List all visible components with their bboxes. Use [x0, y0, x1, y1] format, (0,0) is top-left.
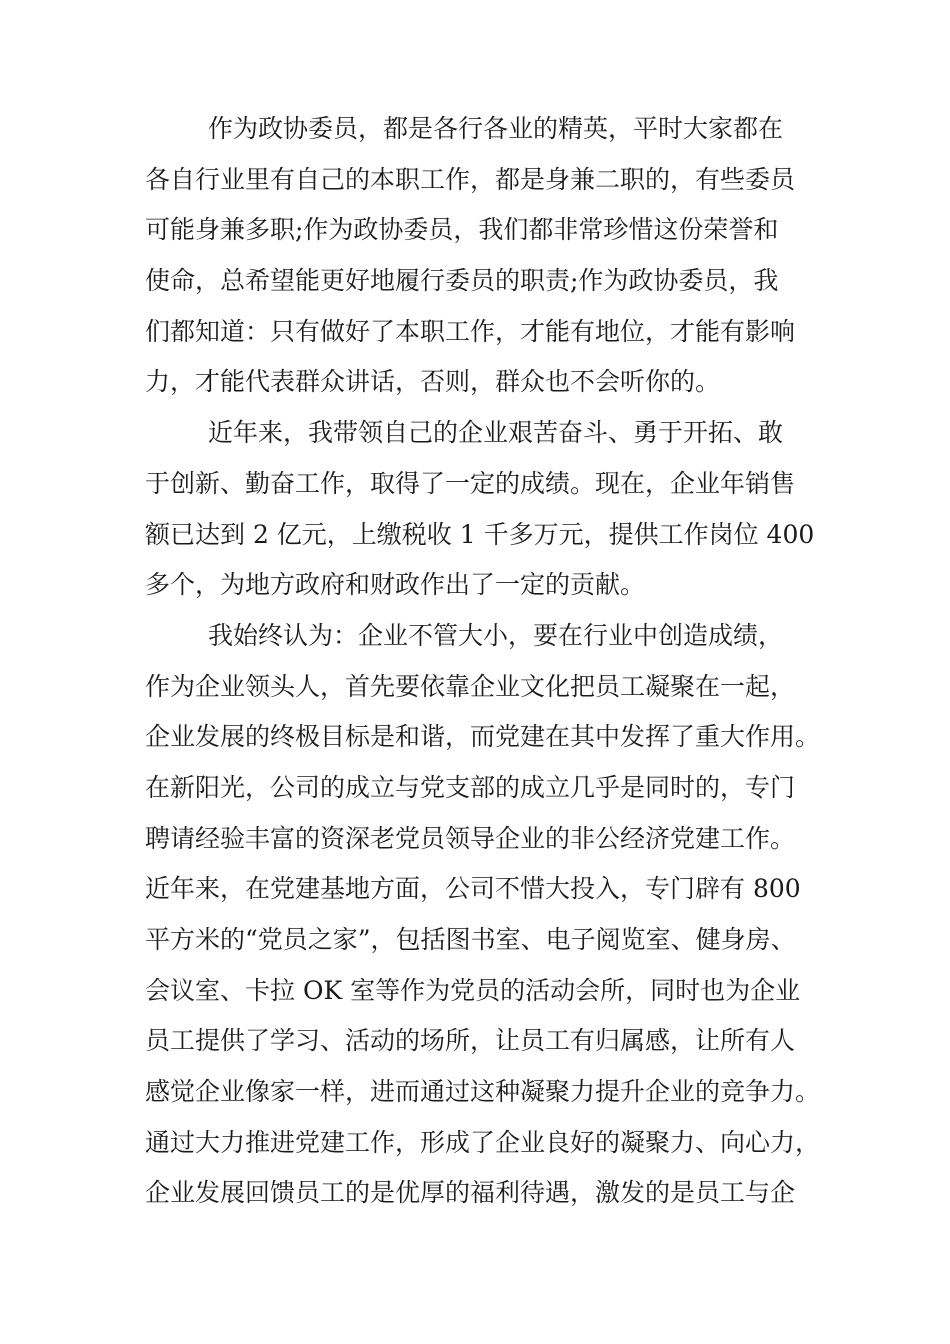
- document-body: [145, 104, 825, 1219]
- paragraph-line: 员工提供了学习、活动的场所，让员工有归属感，让所有人: [145, 1026, 796, 1056]
- paragraph-line: 近年来，我带领自己的企业艰苦奋斗、勇于开拓、敢: [208, 418, 784, 448]
- paragraph-line: 多个，为地方政府和财政作出了一定的贡献。: [145, 570, 646, 600]
- paragraph-line: 企业发展的终极目标是和谐，而党建在其中发挥了重大作用。: [145, 722, 821, 752]
- paragraph-3: [145, 611, 825, 1219]
- paragraph-line: 们都知道：只有做好了本职工作，才能有地位，才能有影响: [145, 316, 796, 346]
- paragraph-line: 额已达到 2 亿元，上缴税收 1 千多万元，提供工作岗位 400: [145, 519, 815, 549]
- paragraph-line: 平方米的“党员之家”，包括图书室、电子阅览室、健身房、: [145, 925, 796, 954]
- paragraph-line: 企业发展回馈员工的是优厚的福利待遇，激发的是员工与企: [145, 1178, 796, 1208]
- paragraph-line: 作为企业领头人，首先要依靠企业文化把员工凝聚在一起，: [145, 671, 796, 701]
- paragraph-line: 力，才能代表群众讲话，否则，群众也不会听你的。: [145, 367, 721, 397]
- paragraph-line: 聘请经验丰富的资深老党员领导企业的非公经济党建工作。: [145, 823, 796, 853]
- paragraph-line: 于创新、勤奋工作，取得了一定的成绩。现在，企业年销售: [145, 468, 796, 498]
- paragraph-line: 近年来，在党建基地方面，公司不惜大投入，专门辟有 800: [145, 874, 801, 904]
- paragraph-1: [145, 104, 825, 408]
- paragraph-line: 可能身兼多职;作为政协委员，我们都非常珍惜这份荣誉和: [145, 215, 779, 245]
- paragraph-line: 会议室、卡拉 OK 室等作为党员的活动会所，同时也为企业: [145, 975, 801, 1005]
- paragraph-line: 感觉企业像家一样，进而通过这种凝聚力提升企业的竞争力。: [145, 1077, 821, 1107]
- paragraph-line: 使命，总希望能更好地履行委员的职责;作为政协委员，我: [145, 266, 779, 296]
- paragraph-line: 通过大力推进党建工作，形成了企业良好的凝聚力、向心力，: [145, 1127, 821, 1157]
- paragraph-line: 各自行业里有自己的本职工作，都是身兼二职的，有些委员: [145, 164, 796, 194]
- paragraph-line: 作为政协委员，都是各行各业的精英，平时大家都在: [208, 114, 784, 143]
- paragraph-line: 我始终认为：企业不管大小，要在行业中创造成绩，: [208, 620, 784, 650]
- paragraph-2: [145, 408, 825, 611]
- paragraph-line: 在新阳光，公司的成立与党支部的成立几乎是同时的，专门: [145, 772, 796, 802]
